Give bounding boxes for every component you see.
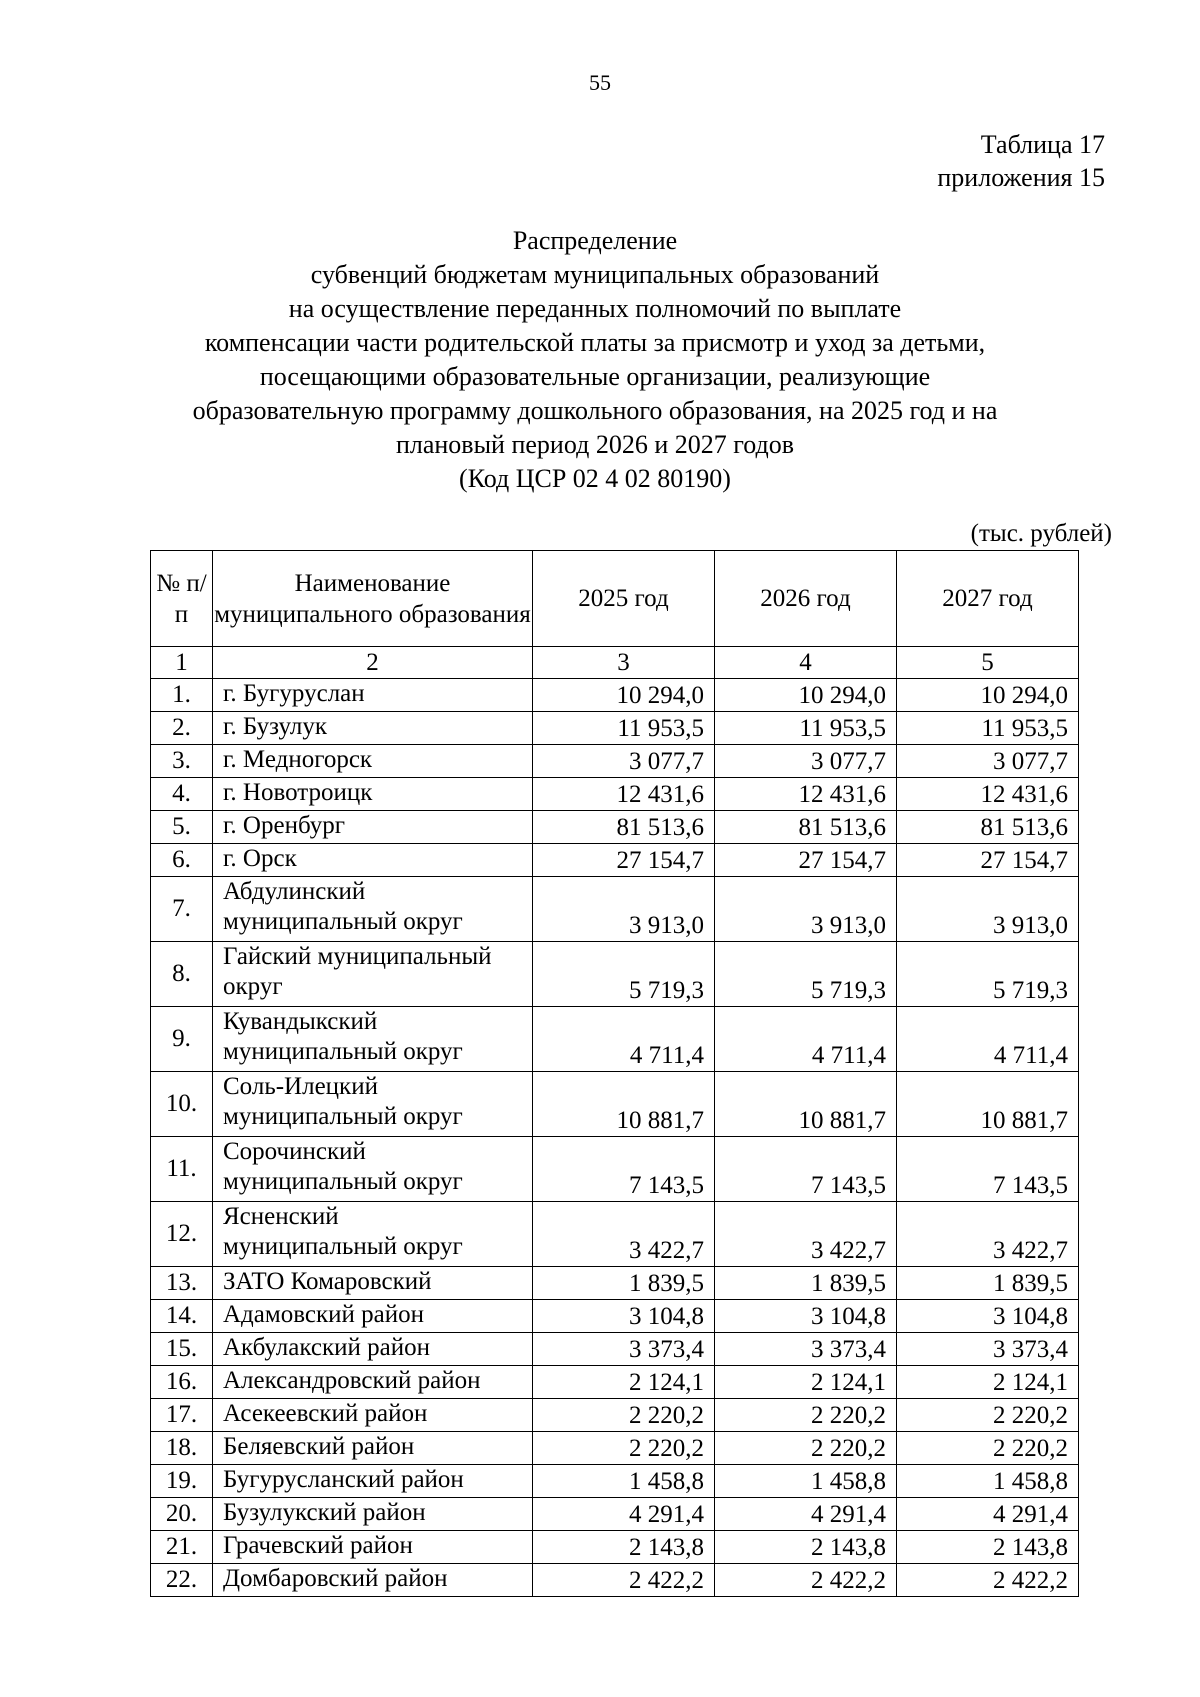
value-2026: 10 294,0 — [715, 679, 897, 712]
page-number: 55 — [589, 70, 611, 95]
table-row — [151, 1333, 1079, 1366]
row-number: 17. — [151, 1399, 213, 1432]
municipality-name: Адамовский район — [213, 1300, 533, 1333]
municipality-name: Бугурусланский район — [213, 1465, 533, 1498]
row-number: 10. — [151, 1072, 213, 1137]
value-2027: 3 373,4 — [897, 1333, 1079, 1366]
column-index: 3 — [533, 647, 715, 679]
value-2026: 2 422,2 — [715, 1564, 897, 1597]
value-2027: 7 143,5 — [897, 1137, 1079, 1202]
value-2026: 4 711,4 — [715, 1007, 897, 1072]
table-row — [151, 1531, 1079, 1564]
row-number: 1. — [151, 679, 213, 712]
row-number: 18. — [151, 1432, 213, 1465]
table-row — [151, 844, 1079, 877]
row-number: 4. — [151, 778, 213, 811]
name-line: Гайский муниципальный — [223, 943, 492, 970]
municipality-name: г. Бугуруслан — [213, 679, 533, 712]
value-2025: 2 124,1 — [533, 1366, 715, 1399]
name-line: Кувандыкский — [223, 1008, 378, 1035]
header-2026: 2026 год — [715, 551, 897, 647]
value-2027: 2 220,2 — [897, 1432, 1079, 1465]
value-2026: 3 104,8 — [715, 1300, 897, 1333]
row-number: 21. — [151, 1531, 213, 1564]
table-row — [151, 745, 1079, 778]
row-number: 8. — [151, 942, 213, 1007]
heading-line: плановый период 2026 и 2027 годов — [395, 430, 795, 459]
value-2027: 10 881,7 — [897, 1072, 1079, 1137]
row-number: 7. — [151, 877, 213, 942]
municipality-name: г. Медногорск — [213, 745, 533, 778]
annex-appendix-number: приложения 15 — [937, 163, 1105, 192]
value-2027: 2 220,2 — [897, 1399, 1079, 1432]
value-2025: 2 143,8 — [533, 1531, 715, 1564]
value-2026: 1 458,8 — [715, 1465, 897, 1498]
heading-line: Распределение — [512, 226, 678, 255]
value-2026: 2 220,2 — [715, 1432, 897, 1465]
row-number: 19. — [151, 1465, 213, 1498]
value-2026: 12 431,6 — [715, 778, 897, 811]
header-name: Наименование муниципального образования — [213, 551, 533, 647]
row-number: 2. — [151, 712, 213, 745]
table-row — [151, 1300, 1079, 1333]
value-2026: 10 881,7 — [715, 1072, 897, 1137]
header-2027: 2027 год — [897, 551, 1079, 647]
annex-label — [937, 128, 1105, 194]
value-2026: 81 513,6 — [715, 811, 897, 844]
value-2025: 3 104,8 — [533, 1300, 715, 1333]
column-index: 4 — [715, 647, 897, 679]
table-row — [151, 1137, 1079, 1202]
value-2025: 81 513,6 — [533, 811, 715, 844]
row-number: 5. — [151, 811, 213, 844]
row-number: 15. — [151, 1333, 213, 1366]
document-heading — [110, 224, 1080, 496]
municipality-name: Александровский район — [213, 1366, 533, 1399]
column-index-row — [151, 647, 1079, 679]
name-line: муниципальный округ — [223, 1103, 463, 1130]
table-row — [151, 1498, 1079, 1531]
name-line: округ — [223, 973, 283, 1000]
value-2025: 27 154,7 — [533, 844, 715, 877]
name-line: муниципальный округ — [223, 908, 463, 935]
municipality-name — [213, 942, 533, 1007]
value-2027: 27 154,7 — [897, 844, 1079, 877]
value-2026: 7 143,5 — [715, 1137, 897, 1202]
column-index: 5 — [897, 647, 1079, 679]
heading-line: субвенций бюджетам муниципальных образований — [310, 260, 880, 289]
table-row — [151, 1564, 1079, 1597]
heading-line: на осуществление переданных полномочий по выплате — [288, 294, 902, 323]
value-2025: 12 431,6 — [533, 778, 715, 811]
value-2026: 3 373,4 — [715, 1333, 897, 1366]
value-2026: 5 719,3 — [715, 942, 897, 1007]
municipality-name: Акбулакский район — [213, 1333, 533, 1366]
table-row — [151, 1366, 1079, 1399]
header-2025: 2025 год — [533, 551, 715, 647]
row-number: 9. — [151, 1007, 213, 1072]
row-number: 12. — [151, 1202, 213, 1267]
value-2025: 1 458,8 — [533, 1465, 715, 1498]
value-2027: 4 291,4 — [897, 1498, 1079, 1531]
table-row — [151, 811, 1079, 844]
value-2025: 11 953,5 — [533, 712, 715, 745]
value-2027: 1 839,5 — [897, 1267, 1079, 1300]
municipality-name: г. Оренбург — [213, 811, 533, 844]
heading-line: посещающими образовательные организации, реализующие — [259, 362, 931, 391]
value-2025: 4 711,4 — [533, 1007, 715, 1072]
value-2027: 2 422,2 — [897, 1564, 1079, 1597]
table-row — [151, 1267, 1079, 1300]
municipality-name: г. Бузулук — [213, 712, 533, 745]
column-index: 1 — [151, 647, 213, 679]
value-2026: 3 422,7 — [715, 1202, 897, 1267]
value-2025: 10 294,0 — [533, 679, 715, 712]
value-2027: 3 913,0 — [897, 877, 1079, 942]
table-header-row — [151, 551, 1079, 647]
name-line: Абдулинский — [223, 878, 366, 905]
value-2027: 12 431,6 — [897, 778, 1079, 811]
value-2026: 27 154,7 — [715, 844, 897, 877]
table-row — [151, 1399, 1079, 1432]
name-line: Сорочинский — [223, 1138, 366, 1165]
value-2025: 4 291,4 — [533, 1498, 715, 1531]
value-2025: 10 881,7 — [533, 1072, 715, 1137]
table-row — [151, 778, 1079, 811]
row-number: 20. — [151, 1498, 213, 1531]
value-2025: 2 422,2 — [533, 1564, 715, 1597]
value-2027: 4 711,4 — [897, 1007, 1079, 1072]
value-2027: 1 458,8 — [897, 1465, 1079, 1498]
value-2027: 5 719,3 — [897, 942, 1079, 1007]
municipality-name: Асекеевский район — [213, 1399, 533, 1432]
value-2026: 1 839,5 — [715, 1267, 897, 1300]
value-2026: 3 913,0 — [715, 877, 897, 942]
name-line: Соль-Илецкий — [223, 1073, 378, 1100]
value-2025: 3 913,0 — [533, 877, 715, 942]
municipality-name: Грачевский район — [213, 1531, 533, 1564]
heading-line: образовательную программу дошкольного образования, на 2025 год и на — [192, 396, 998, 425]
name-line: муниципальный округ — [223, 1168, 463, 1195]
annex-table-number: Таблица 17 — [980, 130, 1105, 159]
row-number: 11. — [151, 1137, 213, 1202]
value-2026: 2 143,8 — [715, 1531, 897, 1564]
value-2025: 1 839,5 — [533, 1267, 715, 1300]
table-row — [151, 1007, 1079, 1072]
municipality-name: г. Новотроицк — [213, 778, 533, 811]
value-2027: 11 953,5 — [897, 712, 1079, 745]
municipality-name: Домбаровский район — [213, 1564, 533, 1597]
municipality-name — [213, 1137, 533, 1202]
row-number: 16. — [151, 1366, 213, 1399]
value-2027: 3 104,8 — [897, 1300, 1079, 1333]
name-line: муниципальный округ — [223, 1038, 463, 1065]
value-2025: 5 719,3 — [533, 942, 715, 1007]
row-number: 22. — [151, 1564, 213, 1597]
municipality-name — [213, 1072, 533, 1137]
value-2025: 7 143,5 — [533, 1137, 715, 1202]
value-2027: 81 513,6 — [897, 811, 1079, 844]
table-row — [151, 679, 1079, 712]
municipality-name — [213, 877, 533, 942]
municipality-name: Беляевский район — [213, 1432, 533, 1465]
table-row — [151, 1072, 1079, 1137]
units-note: (тыс. рублей) — [970, 520, 1112, 547]
value-2025: 3 422,7 — [533, 1202, 715, 1267]
municipality-name — [213, 1202, 533, 1267]
value-2027: 2 124,1 — [897, 1366, 1079, 1399]
row-number: 13. — [151, 1267, 213, 1300]
value-2026: 2 220,2 — [715, 1399, 897, 1432]
value-2027: 10 294,0 — [897, 679, 1079, 712]
value-2026: 11 953,5 — [715, 712, 897, 745]
heading-line: (Код ЦСР 02 4 02 80190) — [459, 464, 731, 493]
name-line: муниципальный округ — [223, 1233, 463, 1260]
row-number: 6. — [151, 844, 213, 877]
row-number: 14. — [151, 1300, 213, 1333]
heading-line: компенсации части родительской платы за присмотр и уход за детьми, — [204, 328, 986, 357]
value-2026: 3 077,7 — [715, 745, 897, 778]
value-2026: 2 124,1 — [715, 1366, 897, 1399]
header-number: № п/п — [151, 551, 213, 647]
municipality-name — [213, 1007, 533, 1072]
value-2027: 3 422,7 — [897, 1202, 1079, 1267]
municipality-name: г. Орск — [213, 844, 533, 877]
table-row — [151, 942, 1079, 1007]
value-2025: 2 220,2 — [533, 1432, 715, 1465]
name-line: Ясненский — [223, 1203, 339, 1230]
municipality-name: ЗАТО Комаровский — [213, 1267, 533, 1300]
value-2027: 3 077,7 — [897, 745, 1079, 778]
value-2025: 3 077,7 — [533, 745, 715, 778]
municipality-name: Бузулукский район — [213, 1498, 533, 1531]
table-row — [151, 712, 1079, 745]
distribution-table — [150, 550, 1079, 1597]
table-row — [151, 877, 1079, 942]
table-row — [151, 1465, 1079, 1498]
column-index: 2 — [213, 647, 533, 679]
row-number: 3. — [151, 745, 213, 778]
value-2025: 2 220,2 — [533, 1399, 715, 1432]
value-2027: 2 143,8 — [897, 1531, 1079, 1564]
value-2025: 3 373,4 — [533, 1333, 715, 1366]
value-2026: 4 291,4 — [715, 1498, 897, 1531]
table-row — [151, 1432, 1079, 1465]
table-row — [151, 1202, 1079, 1267]
